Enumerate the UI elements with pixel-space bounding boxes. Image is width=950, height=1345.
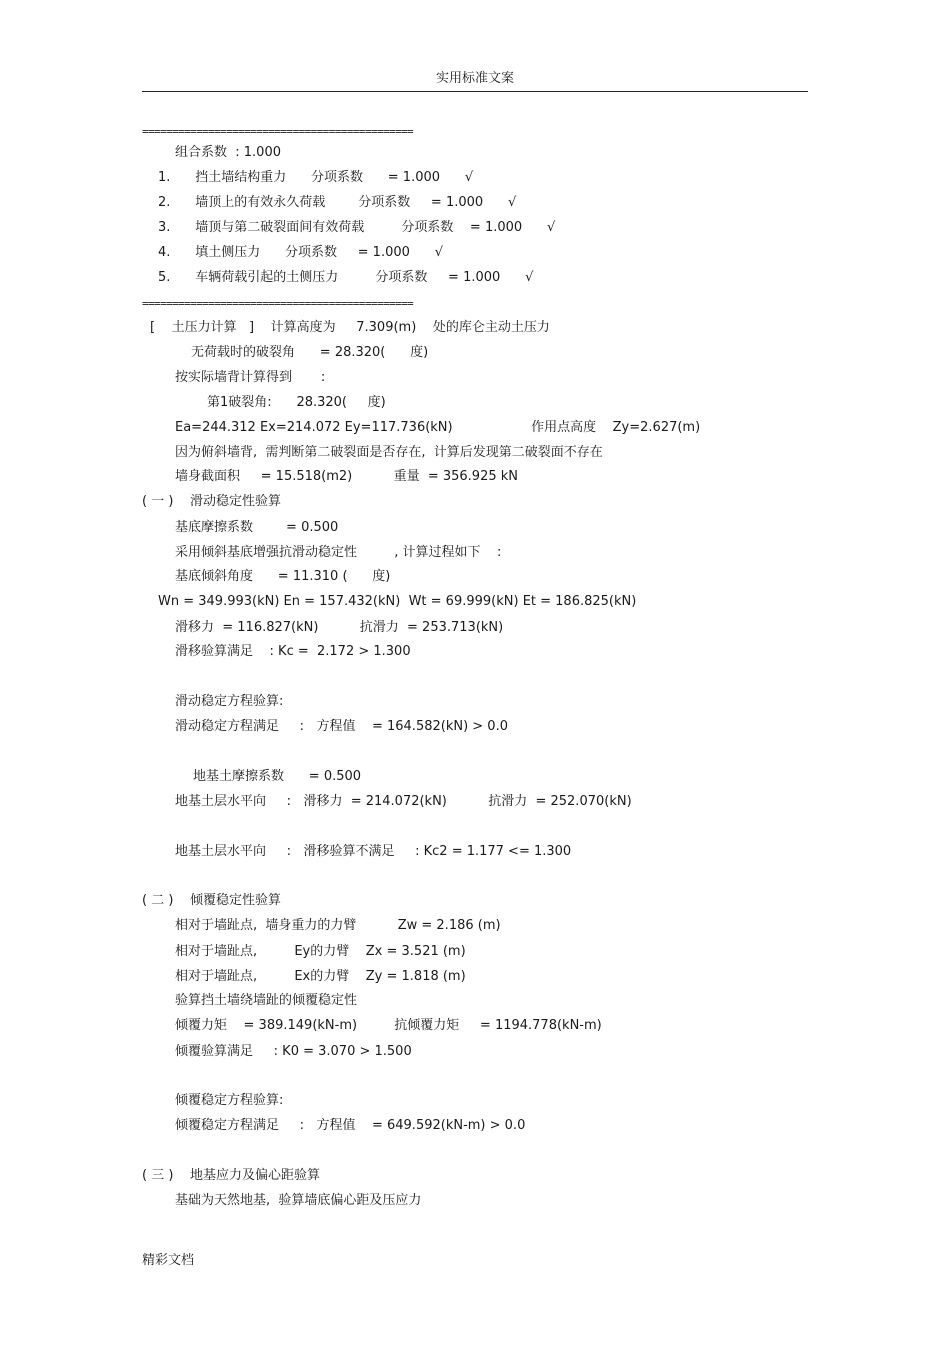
calc-by-wall-back: 按实际墙背计算得到 : [175, 370, 326, 385]
factor-item-5: 5. 车辆荷载引起的土侧压力 分项系数 = 1.000 √ [158, 270, 534, 285]
page-footer: 精彩文档 [142, 1253, 195, 1268]
sliding-check-result: 滑移验算满足 : Kc = 2.172 > 1.300 [175, 644, 411, 659]
lever-arm-ey: 相对于墙趾点, Ey的力臂 Zx = 3.521 (m) [175, 944, 466, 959]
first-failure-angle: 第1破裂角: 28.320( 度) [207, 395, 386, 410]
earth-pressure-heading: [ 土压力计算 ] 计算高度为 7.309(m) 处的库仑主动土压力 [150, 320, 550, 335]
ground-horizontal-forces: 地基土层水平向 : 滑移力 = 214.072(kN) 抗滑力 = 252.070(kN) [175, 794, 632, 809]
overturning-check-heading: 验算挡土墙绕墙趾的倾覆稳定性 [175, 993, 358, 1008]
combination-coefficient: 组合系数 : 1.000 [175, 145, 281, 160]
factor-item-3: 3. 墙顶与第二破裂面间有效荷载 分项系数 = 1.000 √ [158, 220, 556, 235]
foundation-note: 基础为天然地基, 验算墙底偏心距及压应力 [175, 1193, 422, 1208]
earth-pressure-values: Ea=244.312 Ex=214.072 Ey=117.736(kN) 作用点高度 Zy=2.627(m) [175, 420, 701, 435]
section-heading-overturning: ( 二 ) 倾覆稳定性验算 [142, 893, 281, 908]
lever-arm-ex: 相对于墙趾点, Ex的力臂 Zy = 1.818 (m) [175, 969, 466, 984]
overturning-check-result: 倾覆验算满足 : K0 = 3.070 > 1.500 [175, 1044, 412, 1059]
overturning-equation-result: 倾覆稳定方程满足 : 方程值 = 649.592(kN-m) > 0.0 [175, 1118, 526, 1133]
lever-arm-weight: 相对于墙趾点, 墙身重力的力臂 Zw = 2.186 (m) [175, 918, 501, 933]
ground-friction-coefficient: 地基土摩擦系数 = 0.500 [193, 769, 362, 784]
force-components: Wn = 349.993(kN) En = 157.432(kN) Wt = 69.999(kN) Et = 186.825(kN) [158, 594, 637, 609]
base-incline-angle: 基底倾斜角度 = 11.310 ( 度) [175, 569, 391, 584]
ground-horizontal-check: 地基土层水平向 : 滑移验算不满足 : Kc2 = 1.177 <= 1.300 [175, 844, 572, 859]
base-friction-coefficient: 基底摩擦系数 = 0.500 [175, 520, 339, 535]
factor-item-2: 2. 墙顶上的有效永久荷载 分项系数 = 1.000 √ [158, 195, 517, 210]
sliding-forces: 滑移力 = 116.827(kN) 抗滑力 = 253.713(kN) [175, 620, 504, 635]
page-header-title: 实用标准文案 [435, 71, 514, 86]
second-failure-note: 因为俯斜墙背, 需判断第二破裂面是否存在, 计算后发现第二破裂面不存在 [175, 445, 603, 460]
failure-angle-no-load: 无荷载时的破裂角 = 28.320( 度) [191, 345, 429, 360]
separator-line: ============================================= [142, 297, 414, 310]
separator-line: ============================================= [142, 125, 414, 138]
section-heading-sliding: ( 一 ) 滑动稳定性验算 [142, 494, 281, 509]
overturning-moments: 倾覆力矩 = 389.149(kN-m) 抗倾覆力矩 = 1194.778(kN-m) [175, 1018, 602, 1033]
sliding-equation-result: 滑动稳定方程满足 : 方程值 = 164.582(kN) > 0.0 [175, 719, 508, 734]
section-heading-foundation: ( 三 ) 地基应力及偏心距验算 [142, 1168, 320, 1183]
section-area-weight: 墙身截面积 = 15.518(m2) 重量 = 356.925 kN [175, 469, 519, 484]
header-divider [142, 91, 808, 92]
overturning-equation-heading: 倾覆稳定方程验算: [175, 1093, 284, 1108]
factor-item-1: 1. 挡土墙结构重力 分项系数 = 1.000 √ [158, 170, 474, 185]
factor-item-4: 4. 填土侧压力 分项系数 = 1.000 √ [158, 245, 443, 260]
sliding-equation-heading: 滑动稳定方程验算: [175, 694, 284, 709]
inclined-base-note: 采用倾斜基底增强抗滑动稳定性 , 计算过程如下 : [175, 545, 502, 560]
